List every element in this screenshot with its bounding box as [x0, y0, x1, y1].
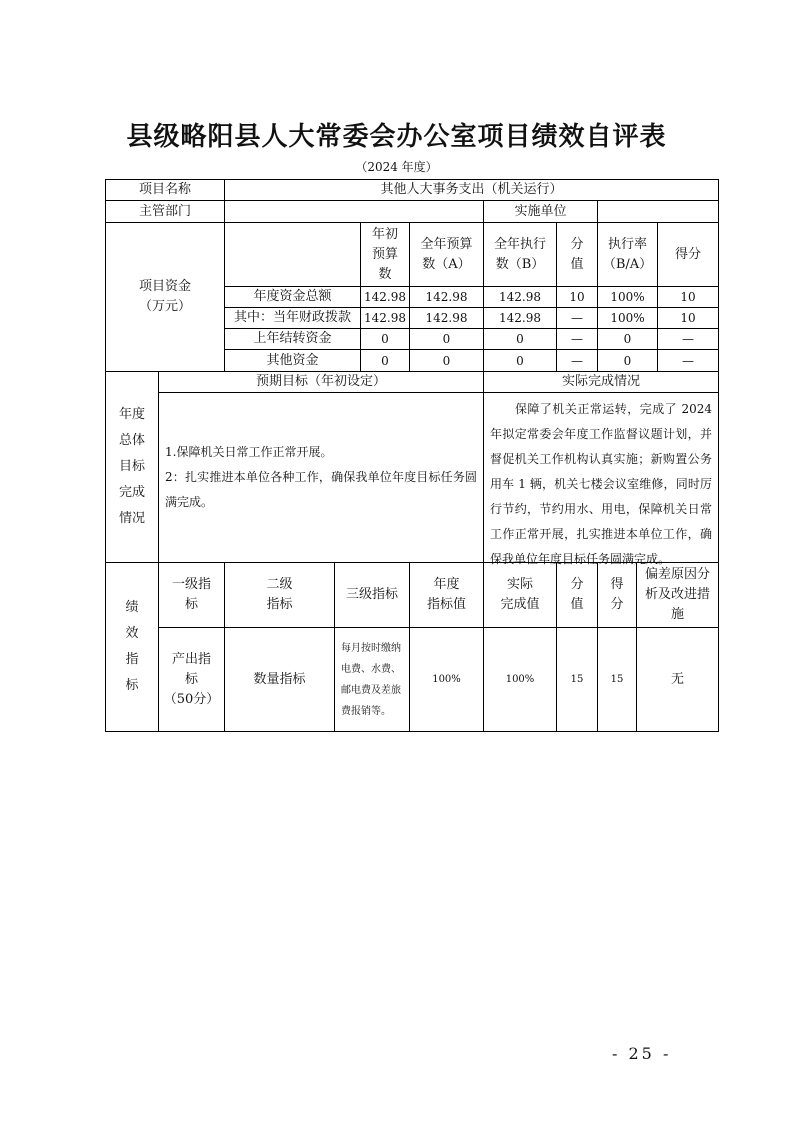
funds-cell: 0 — [597, 349, 658, 372]
funds-cell: 142.98 — [360, 286, 410, 308]
unit-label: 实施单位 — [483, 200, 598, 223]
funds-cell: 0 — [360, 349, 410, 372]
funds-row-label: 上年结转资金 — [224, 328, 361, 350]
indicator-reason: 无 — [636, 627, 719, 732]
dept-label: 主管部门 — [105, 200, 225, 223]
unit-value — [597, 200, 719, 223]
funds-label: 项目资金 （万元） — [105, 222, 225, 372]
dept-value — [224, 200, 484, 223]
page-number: - 25 - — [612, 1044, 672, 1063]
funds-header-blank — [224, 222, 361, 287]
funds-cell: — — [556, 328, 598, 350]
funds-cell: 142.98 — [360, 307, 410, 329]
indicator-score: 15 — [597, 627, 637, 732]
project-name-label: 项目名称 — [105, 179, 225, 201]
indicator-actual: 100% — [483, 627, 557, 732]
funds-cell: 10 — [657, 286, 719, 308]
indicator-header: 得 分 — [597, 562, 637, 628]
indicator-header: 一级指 标 — [158, 562, 225, 628]
indicator-header: 偏差原因分 析及改进措 施 — [636, 562, 719, 628]
funds-cell: 0 — [483, 349, 557, 372]
indicator-header: 实际 完成值 — [483, 562, 557, 628]
expected-goal-text: 1.保障机关日常工作正常开展。 2：扎实推进本单位各种工作，确保我单位年度目标任务圆满完成。 — [158, 392, 484, 563]
indicator-level2: 数量指标 — [224, 627, 335, 732]
funds-cell: — — [657, 328, 719, 350]
funds-cell: 10 — [657, 307, 719, 329]
indicator-header: 分 值 — [556, 562, 598, 628]
funds-header: 分 值 — [556, 222, 598, 287]
funds-header: 全年执行 数（B） — [483, 222, 557, 287]
funds-header: 执行率 （B/A） — [597, 222, 658, 287]
actual-completion-header: 实际完成情况 — [483, 371, 719, 393]
funds-cell: 0 — [597, 328, 658, 350]
funds-cell: 0 — [409, 328, 484, 350]
funds-row-label: 年度资金总额 — [224, 286, 361, 308]
goals-label: 年度 总体 目标 完成 情况 — [105, 371, 159, 563]
indicator-level1: 产出指 标 （50分） — [158, 627, 225, 732]
funds-cell: 100% — [597, 286, 658, 308]
funds-cell: — — [657, 349, 719, 372]
indicator-header: 三级指标 — [334, 562, 410, 628]
funds-cell: 142.98 — [409, 307, 484, 329]
funds-cell: 0 — [409, 349, 484, 372]
indicator-weight: 15 — [556, 627, 598, 732]
funds-cell: — — [556, 349, 598, 372]
funds-header: 年初 预算 数 — [360, 222, 410, 287]
actual-completion-text: 保障了机关正常运转，完成了 2024 年拟定常委会年度工作监督议题计划，并督促机关工作机构认真实施；新购置公务用车 1 辆，机关七楼会议室维修，同时厉行节约，节约用水、用电，保障机关日常工作正常开展，扎实推进本单位工作，确保我单位年度目标任务圆满完成。 — [483, 392, 719, 563]
funds-cell: 10 — [556, 286, 598, 308]
funds-cell: — — [556, 307, 598, 329]
project-name-value: 其他人大事务支出（机关运行） — [224, 179, 719, 201]
funds-cell: 142.98 — [483, 286, 557, 308]
funds-cell: 100% — [597, 307, 658, 329]
indicators-label: 绩 效 指 标 — [105, 562, 159, 732]
funds-cell: 142.98 — [483, 307, 557, 329]
funds-header: 全年预算 数（A） — [409, 222, 484, 287]
indicator-level3: 每月按时缴纳电费、水费、邮电费及差旅费报销等。 — [334, 627, 410, 732]
funds-row-label: 其他资金 — [224, 349, 361, 372]
year-subtitle: （2024 年度） — [355, 160, 438, 174]
funds-header: 得分 — [657, 222, 719, 287]
expected-goal-header: 预期目标（年初设定） — [158, 371, 484, 393]
page-title: 县级略阳县人大常委会办公室项目绩效自评表 — [126, 122, 667, 152]
indicator-target: 100% — [409, 627, 484, 732]
funds-cell: 0 — [483, 328, 557, 350]
funds-row-label: 其中：当年财政拨款 — [224, 307, 361, 329]
funds-cell: 142.98 — [409, 286, 484, 308]
indicator-header: 二级 指标 — [224, 562, 335, 628]
indicator-header: 年度 指标值 — [409, 562, 484, 628]
funds-cell: 0 — [360, 328, 410, 350]
